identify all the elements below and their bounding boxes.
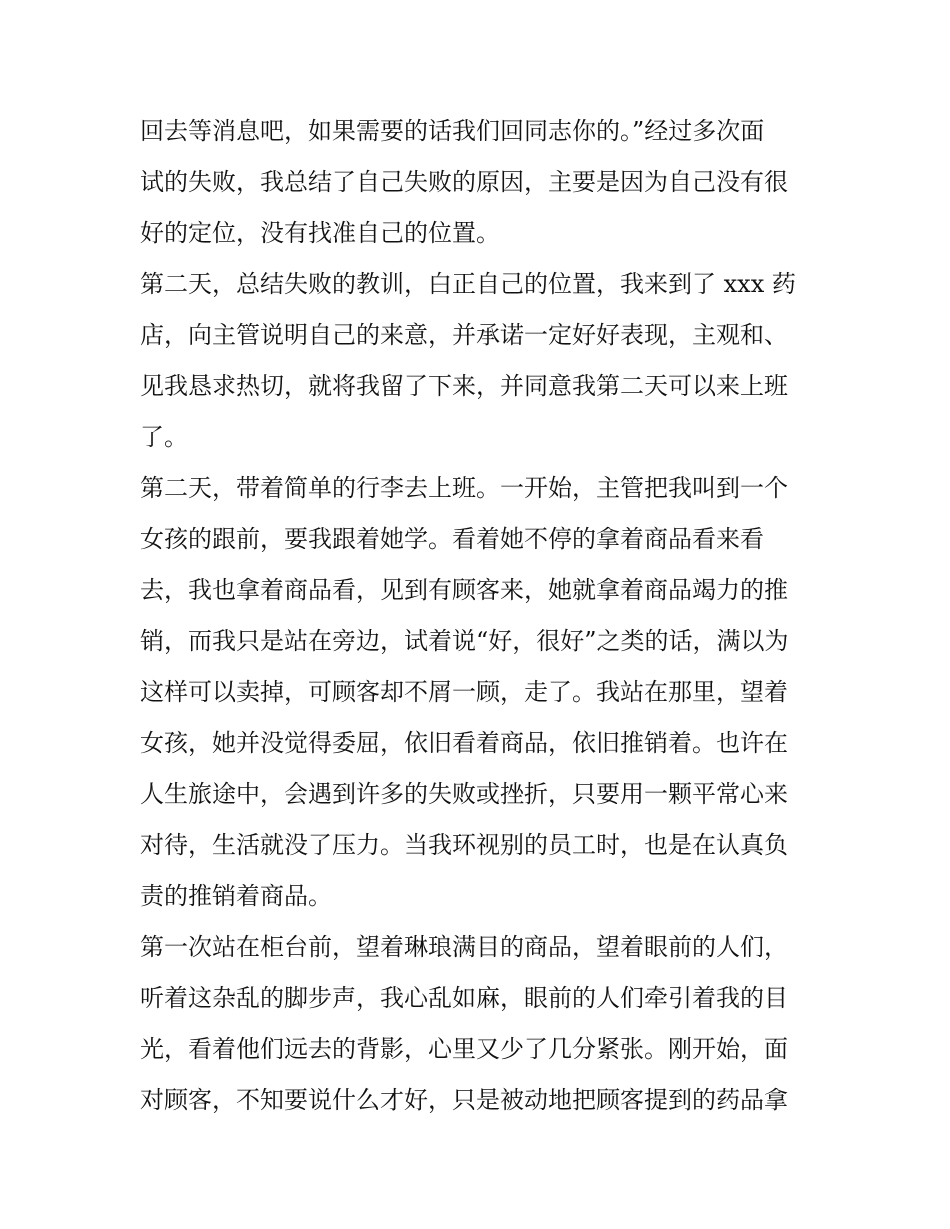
text-line: 回去等消息吧，如果需要的话我们回同志你的。”经过多次面 xyxy=(140,117,765,145)
text-line: 这样可以卖掉，可顾客却不屑一顾，走了。我站在那里，望着 xyxy=(140,678,788,706)
text-line: 人生旅途中，会遇到许多的失败或挫折，只要用一颗平常心来 xyxy=(140,780,788,808)
text-line: 对待，生活就没了压力。当我环视别的员工时，也是在认真负 xyxy=(140,831,788,859)
text-line: 听着这杂乱的脚步声，我心乱如麻，眼前的人们牵引着我的目 xyxy=(140,984,788,1012)
text-line: 对顾客，不知要说什么才好，只是被动地把顾客提到的药品拿 xyxy=(140,1086,788,1114)
text-line: 了。 xyxy=(140,423,188,451)
document-body xyxy=(140,106,812,1126)
text-line: 第一次站在柜台前，望着琳琅满目的商品，望着眼前的人们， xyxy=(140,933,788,961)
text-line: 去，我也拿着商品看，见到有顾客来，她就拿着商品竭力的推 xyxy=(140,576,788,604)
text-line: 第二天，带着简单的行李去上班。一开始，主管把我叫到一个 xyxy=(140,474,788,502)
text-line: 好的定位，没有找准自己的位置。 xyxy=(140,219,500,247)
text-line: 第二天，总结失败的教训，白正自己的位置，我来到了 xxx 药 xyxy=(140,270,796,298)
text-line: 女孩，她并没觉得委屈，依旧看着商品，依旧推销着。也许在 xyxy=(140,729,788,757)
text-line: 女孩的跟前，要我跟着她学。看着她不停的拿着商品看来看 xyxy=(140,525,764,553)
text-line: 销，而我只是站在旁边，试着说“好，很好”之类的话，满以为 xyxy=(140,627,789,655)
text-line: 责的推销着商品。 xyxy=(140,882,332,910)
text-line: 光，看着他们远去的背影，心里又少了几分紧张。刚开始，面 xyxy=(140,1035,788,1063)
text-line: 试的失败，我总结了自己失败的原因，主要是因为自己没有很 xyxy=(140,168,788,196)
text-line: 店，向主管说明自己的来意，并承诺一定好好表现，主观和、 xyxy=(140,321,788,349)
text-line: 见我恳求热切，就将我留了下来，并同意我第二天可以来上班 xyxy=(140,372,788,400)
